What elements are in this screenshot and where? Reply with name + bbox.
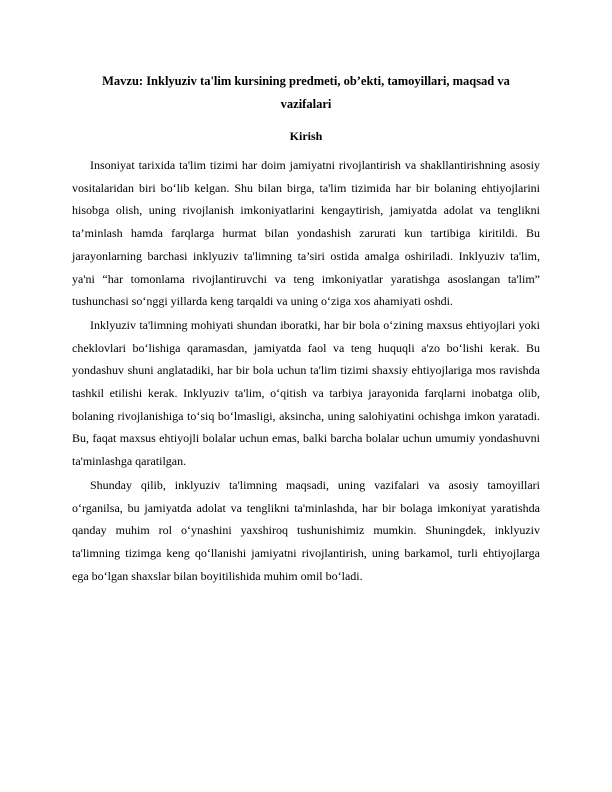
section-heading: Kirish xyxy=(289,129,323,143)
document-body xyxy=(72,70,540,588)
paragraph-3: Shunday qilib, inklyuziv ta'limning maqsadi, uning vazifalari va asosiy tamoyillari o‘rganilsa, bu jamiyatda adolat va tenglikni ta'minlashda, har bir bolaga imkoniyat yaratishda qanday muhim rol o‘ynashini yaxshiroq tushunishimiz mumkin. Shuningdek, inklyuziv ta'limning tizimga keng qo‘llanishi jamiyatni rivojlantirish, uning barkamol, turli ehtiyojlarga ega bo‘lgan shaxslar bilan boyitilishida muhim omil bo‘ladi. xyxy=(72,477,540,583)
paragraph-1: Insoniyat tarixida ta'lim tizimi har doim jamiyatni rivojlantirish va shakllantirishning asosiy vositalaridan biri bo‘lib kelgan. Shu bilan birga, ta'lim tizimida har bir bolaning ehtiyojlarini hisobga olish, uning rivojlanish imkoniyatlarini kengaytirish, jamiyatda adolat va tenglikni ta’minlash hamda farqlarga hurmat bilan yondashish zarurati kun tartibiga kiritildi. Bu jarayonlarning barchasi inklyuziv ta'limning ta’siri ostida amalga oshiriladi. Inklyuziv ta'lim, ya'ni “har tomonlama rivojlantiruvchi va teng imkoniyatlar yaratishga asoslangan ta'lim” tushunchasi so‘nggi yillarda keng tarqaldi va uning o‘ziga xos ahamiyati oshdi. xyxy=(72,158,540,309)
document-title: Mavzu: Inklyuziv ta'lim kursining predmeti, ob’ekti, tamoyillari, maqsad va vazifalari xyxy=(102,74,510,111)
paragraph-2: Inklyuziv ta'limning mohiyati shundan iboratki, har bir bola o‘zining maxsus ehtiyojlari yoki cheklovlari bo‘lishiga qaramasdan, jamiyatda faol va teng huquqli a'zo bo‘lishi kerak. Bu yondashuv shuni anglatadiki, har bir bola uchun ta'lim tizimi shaxsiy ehtiyojlariga mos ravishda tashkil etilishi kerak. Inklyuziv ta'lim, o‘qitish va tarbiya jarayonida farqlarni inobatga olib, bolaning rivojlanishiga to‘siq bo‘lmasligi, aksincha, uning salohiyatini ochishga imkon yaratadi. Bu, faqat maxsus ehtiyojli bolalar uchun emas, balki barcha bolalar uchun umumiy yondashuvni ta'minlashga qaratilgan. xyxy=(72,317,540,469)
